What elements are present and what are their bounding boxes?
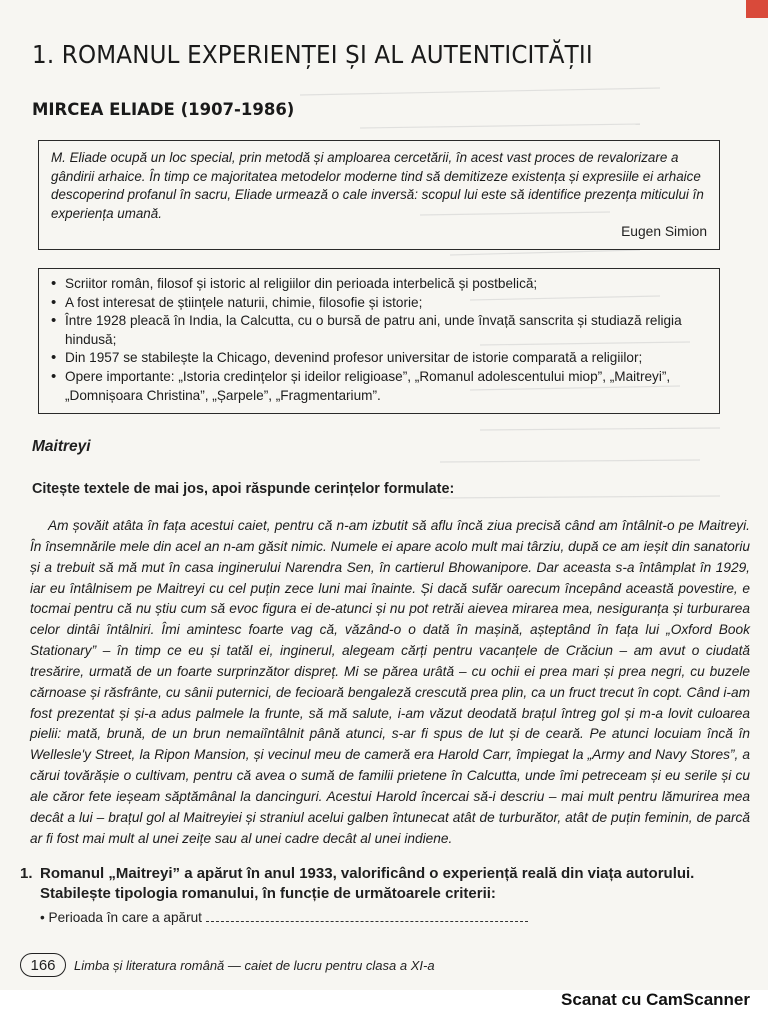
biography-box [38, 268, 720, 414]
answer-blank-line[interactable] [206, 911, 528, 922]
question-item [40, 910, 528, 925]
quote-text: M. Eliade ocupă un loc special, prin metodă și amploarea cercetării, în acest vast proces de revalorizare a gândirii arhaice. În timp ce majoritatea metodelor moderne tind să demitizeze existența și expresiile ei arhaice descoperind profanul în sacru, Eliade urmează o cale inversă: scopul lui este să identifice prezența miticului în experiența umană. [51, 150, 704, 221]
biography-item: • Între 1928 pleacă în India, la Calcutta, cu o bursă de patru ani, unde învață sanscrita și studiază religia hindusă; [49, 312, 709, 349]
book-title: Limba și literatura română — caiet de lucru pentru clasa a XI-a [74, 957, 435, 973]
question-line-1: Romanul „Maitreyi” a apărut în anul 1933, valorificând o experiență reală din viața autorului. [40, 865, 695, 882]
question-number: 1. [20, 865, 33, 882]
section-title: Maitreyi [32, 438, 91, 455]
question-line-2: Stabilește tipologia romanului, în funcție de următoarele criterii: [40, 885, 496, 902]
biography-item: • Din 1957 se stabilește la Chicago, devenind profesor universitar de istorie comparată a religiilor; [49, 349, 709, 368]
quote-box [38, 140, 720, 250]
scanner-watermark: Scanat cu CamScanner [561, 990, 750, 1009]
biography-item: • Opere importante: „Istoria credințelor și ideilor religioase”, „Romanul adolescentului miop”, „Maitreyi”, „Domnișoara Christina”, „Șarpele”, „Fragmentarium”. [49, 368, 709, 405]
page-corner-mark [746, 0, 768, 18]
quote-author: Eugen Simion [621, 224, 707, 239]
reading-passage [30, 516, 750, 850]
biography-item: • Scriitor român, filosof și istoric al religiilor din perioada interbelică și postbelică; [49, 275, 709, 294]
author-heading: MIRCEA ELIADE (1907-1986) [32, 100, 295, 119]
question-1 [20, 864, 760, 904]
question-item-label: • Perioada în care a apărut [40, 910, 202, 925]
page-footer [20, 953, 435, 977]
biography-list [49, 275, 709, 405]
passage-paragraph: Am șovăit atâta în fața acestui caiet, pentru că n-am izbutit să aflu încă ziua precisă când am întâlnit-o pe Maitreyi. În însemnările mele din acel an n-am găsit nimic. Numele ei apare acolo mult mai târziu, după ce am ieșit din sanatoriu și a trebuit să mă mut în casa inginerului Narendra Sen, în cartierul Bhowanipore. Dar aceasta s-a întâmplat în 1929, iar eu întâlnisem pe Maitreyi cu cel puțin zece luni mai înainte. Și dacă sufăr oarecum începând această povestire, e tocmai pentru că nu știu cum să evoc figura ei de-atunci și nu pot retrăi aievea mirarea mea, nesiguranța și turburarea celor dintâi întâlniri. Îmi amintesc foarte vag că, văzând-o o dată în mașină, așteptând în fața lui „Oxford Book Stationary” – în timp ce eu și tatăl ei, inginerul, alegeam cărți pentru vacanțele de Crăciun – am avut o ciudată tresărire, urmată de un foarte surprinzător dispreț. Mi se părea urâtă – cu ochii ei prea mari și prea negri, cu buzele cărnoase și răsfrânte, cu sânii puternici, de fecioară bengaleză crescută prea plin, ca un fruct trecut în copt. Când i-am fost prezentat și și-a adus palmele la frunte, să mă salute, i-am văzut deodată brațul întreg gol și m-a lovit culoarea pielii: mată, brună, de un brun nemaiîntâlnit până atunci, s-ar fi spus de lut și de ceară. Pe atunci locuiam încă în Wellesle'y Street, la Ripon Mansion, și vecinul meu de cameră era Harold Carr, împiegat la „Army and Navy Stores”, a cărui tovărășie o cultivam, pentru că avea o sumă de familii prietene în Calcutta, unde îmi petreceam și eu serile și cu ale căror fete ieșeam săptămânal la dancinguri. Acestui Harold încercai să-i descriu – mai mult pentru lămurirea mea decât a lui – brațul gol al Maitreyiei și straniul acelui galben întunecat atât de turburător, atât de puțin feminin, de parcă ar fi fost mai mult al unei zeițe sau al unei cadre decât al unei indiene. [30, 518, 750, 846]
biography-item: • A fost interesat de științele naturii, chimie, filosofie și istorie; [49, 294, 709, 313]
instruction-text: Citește textele de mai jos, apoi răspunde cerințelor formulate: [32, 481, 455, 497]
page-title: 1. ROMANUL EXPERIENȚEI ȘI AL AUTENTICITĂȚII [32, 40, 593, 69]
page-number: 166 [20, 953, 66, 977]
